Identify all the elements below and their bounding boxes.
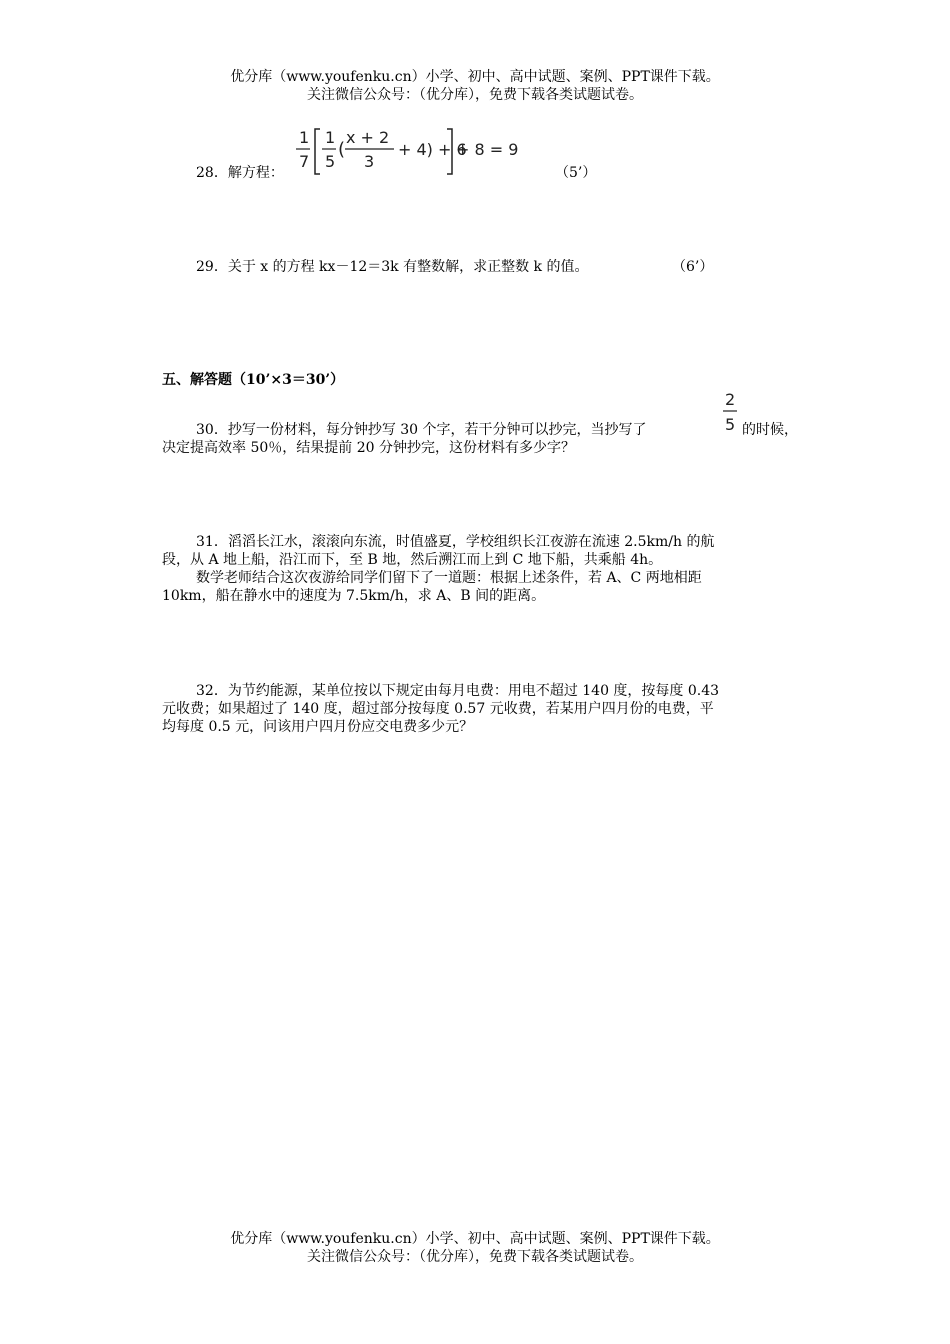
q31-line-2: 段，从 A 地上船，沿江而下，至 B 地，然后溯江而上到 C 地下船，共乘船 4h。 xyxy=(162,552,663,568)
footer-line-1: 优分库（www.youfenku.cn）小学、初中、高中试题、案例、PPT课件下载。 xyxy=(230,1231,720,1247)
q28-inner-frac-num: 1 xyxy=(325,128,336,147)
q29-points: （6’） xyxy=(672,259,714,275)
q28-equation xyxy=(292,124,522,180)
q31-line-1: 31．滔滔长江水，滚滚向东流，时值盛夏，学校组织长江夜游在流速 2.5km/h 的航 xyxy=(196,534,715,550)
q28-label: 28．解方程： xyxy=(196,165,284,181)
header-line-2: 关注微信公众号：（优分库），免费下载各类试题试卷。 xyxy=(307,87,643,103)
q30-line-2: 决定提高效率 50％，结果提前 20 分钟抄完，这份材料有多少字？ xyxy=(162,440,575,456)
q32-line-3: 均每度 0.5 元，问该用户四月份应交电费多少元？ xyxy=(162,719,474,735)
q30-frac-num: 2 xyxy=(725,390,736,409)
q28-outer-frac-num: 1 xyxy=(299,128,310,147)
q28-open-paren: ( xyxy=(338,139,346,160)
q30-text-b: 的时候， xyxy=(742,422,798,438)
q28-x-frac-num: x + 2 xyxy=(346,128,390,147)
q30-text-a: 30．抄写一份材料，每分钟抄写 30 个字，若干分钟可以抄完，当抄写了 xyxy=(196,422,647,438)
left-bracket-icon xyxy=(315,129,320,174)
q32-line-2: 元收费；如果超过了 140 度，超过部分按每度 0.57 元收费，若某用户四月份的电费，平 xyxy=(162,701,714,717)
q29-text: 29．关于 x 的方程 kx－12＝3k 有整数解，求正整数 k 的值。 xyxy=(196,259,589,275)
q28-points: （5’） xyxy=(555,165,597,181)
q28-outer-rest: + 8 = 9 xyxy=(456,140,519,159)
q30-frac-den: 5 xyxy=(725,415,736,434)
q31-line-4: 10km，船在静水中的速度为 7.5km/h，求 A、B 间的距离。 xyxy=(162,588,546,604)
q30-fraction xyxy=(722,388,740,438)
q28-x-frac-den: 3 xyxy=(364,152,375,171)
section-title: 五、解答题（10’×3＝30’） xyxy=(162,372,345,388)
q28-inner-rest: + 4) + 6 xyxy=(398,140,467,159)
header-line-1: 优分库（www.youfenku.cn）小学、初中、高中试题、案例、PPT课件下载。 xyxy=(230,69,720,85)
q31-line-3: 数学老师结合这次夜游给同学们留下了一道题：根据上述条件，若 A、C 两地相距 xyxy=(196,570,702,586)
footer-line-2: 关注微信公众号：（优分库），免费下载各类试题试卷。 xyxy=(307,1249,643,1265)
q32-line-1: 32．为节约能源，某单位按以下规定由每月电费：用电不超过 140 度，按每度 0.43 xyxy=(196,683,720,699)
q28-inner-frac-den: 5 xyxy=(325,152,336,171)
q28-outer-frac-den: 7 xyxy=(299,152,310,171)
